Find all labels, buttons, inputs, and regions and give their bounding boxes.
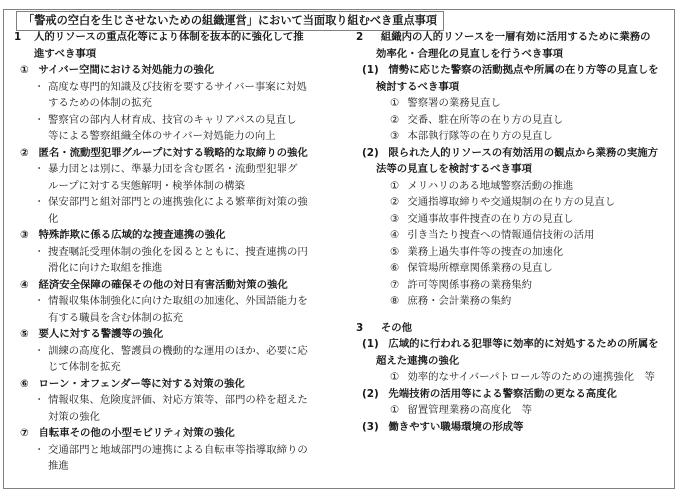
group-heading: (2) 先端技術の活用等による警察活動の更なる高度化 (362, 387, 617, 400)
bullet-cont: するための体制の拡充 (48, 97, 152, 109)
group-heading-cont: 超えた連携の強化 (376, 354, 460, 367)
bullet-cont: じて体制を拡充 (48, 361, 121, 373)
bullet-cont: 有する職員を含む体制の拡充 (48, 311, 184, 324)
list-item: ⑧ 庶務・会計業務の集約 (390, 295, 512, 307)
item-heading: ④ 経済安全保障の確保その他の対日有害活動対策の強化 (20, 278, 288, 291)
item-heading: ② 匿名・流動型犯罪グループに対する戦略的な取締りの強化 (20, 146, 308, 159)
group-heading-cont: 法等の見直しを検討するべき事項 (376, 163, 532, 175)
page-title: 「警戒の空白を生じさせないための組織運営」において当面取り組むべき重点事項 (16, 11, 444, 31)
right-column (356, 29, 674, 435)
content-frame (3, 9, 675, 489)
bullet: ・ 交通部門と地域部門の連携による自転車等指導取締りの (34, 442, 340, 459)
list-item: ① メリハリのある地域警察活動の推進 (390, 179, 574, 192)
bullet-cont: 化 (48, 212, 59, 225)
bullet: ・ 暴力団とは別に、準暴力団を含む匿名・流動型犯罪グ (34, 161, 340, 178)
item-heading: ⑦ 自転車その他の小型モビリティ対策の強化 (20, 427, 235, 439)
bullet-cont: 等による警察組織全体のサイバー対処能力の向上 (48, 130, 276, 142)
section-2-heading: 2 組織内の人的リソースを一層有効に活用するために業務の (356, 31, 651, 43)
bullet-cont: 滑化に向けた取組を推進 (48, 262, 163, 274)
left-column (14, 29, 340, 475)
bullet-cont: ループに対する実態解明・検挙体制の構築 (48, 179, 245, 192)
list-item: ⑤ 業務上過失事件等の捜査の加速化 (390, 245, 564, 258)
section-2-heading-cont: 効率化・合理化の見直しを行うべき事項 (376, 47, 564, 60)
item-heading: ⑤ 要人に対する警護等の強化 (20, 328, 164, 340)
bullet: ・ 情報収集体制強化に向けた取組の加速化、外国語能力を (34, 293, 340, 310)
bullet: ・ 警察官の部内人材育成、技官のキャリアパスの見直し (34, 112, 340, 129)
bullet: ・ 捜査嘱託受理体制の強化を図るとともに、捜査連携の円 (34, 244, 340, 261)
list-item: ① 留置管理業務の高度化 等 (390, 404, 533, 416)
bullet: ・ 高度な専門的知識及び技術を要するサイバー事案に対処 (34, 79, 340, 96)
group-heading: (3) 働きやすい職場環境の形成等 (362, 420, 524, 433)
list-item: ③ 交通事故事件捜査の在り方の見直し (390, 212, 574, 225)
group-heading: (2) 限られた人的リソースの有効活用の観点から業務の実施方 (362, 146, 658, 159)
section-3-heading: 3 その他 (356, 321, 413, 334)
list-item: ⑥ 保管場所標章関係業務の見直し (390, 262, 553, 274)
item-heading: ⑥ ローン・オフェンダー等に対する対策の強化 (20, 377, 245, 390)
list-item: ③ 本部執行隊等の在り方の見直し (390, 130, 553, 142)
group-heading-cont: 検討するべき事項 (376, 80, 460, 93)
list-item: ④ 引き当たり捜査への情報通信技術の活用 (390, 229, 595, 241)
bullet-cont: 対策の強化 (48, 410, 100, 423)
list-item: ⑦ 許可等関係事務の業務集約 (390, 278, 533, 291)
bullet-cont: 推進 (48, 460, 69, 472)
section-1-heading-cont: 進すべき事項 (34, 47, 97, 60)
section-1-heading: 1 人的リソースの重点化等により体制を抜本的に強化して推 (14, 31, 304, 43)
bullet: ・ 訓練の高度化、警護員の機動的な運用のほか、必要に応 (34, 343, 340, 360)
item-heading: ③ 特殊詐欺に係る広域的な捜査連携の強化 (20, 229, 226, 241)
list-item: ① 警察署の業務見直し (390, 97, 501, 109)
list-item: ① 効率的なサイバーパトロール等のための連携強化 等 (390, 371, 655, 383)
group-heading: (1) 情勢に応じた警察の活動拠点や所属の在り方等の見直しを (362, 64, 659, 76)
bullet: ・ 情報収集、危険度評価、対応方策等、部門の枠を超えた (34, 392, 340, 409)
list-item: ② 交番、駐在所等の在り方の見直し (390, 113, 564, 126)
list-item: ② 交通指導取締りや交通規制の在り方の見直し (390, 196, 616, 208)
bullet: ・ 保安部門と組対部門との連携強化による繁華街対策の強 (34, 194, 340, 211)
item-heading: ① サイバー空間における対処能力の強化 (20, 64, 215, 76)
group-heading: (1) 広域的に行われる犯罪等に効率的に対処するための所属を (362, 338, 659, 350)
